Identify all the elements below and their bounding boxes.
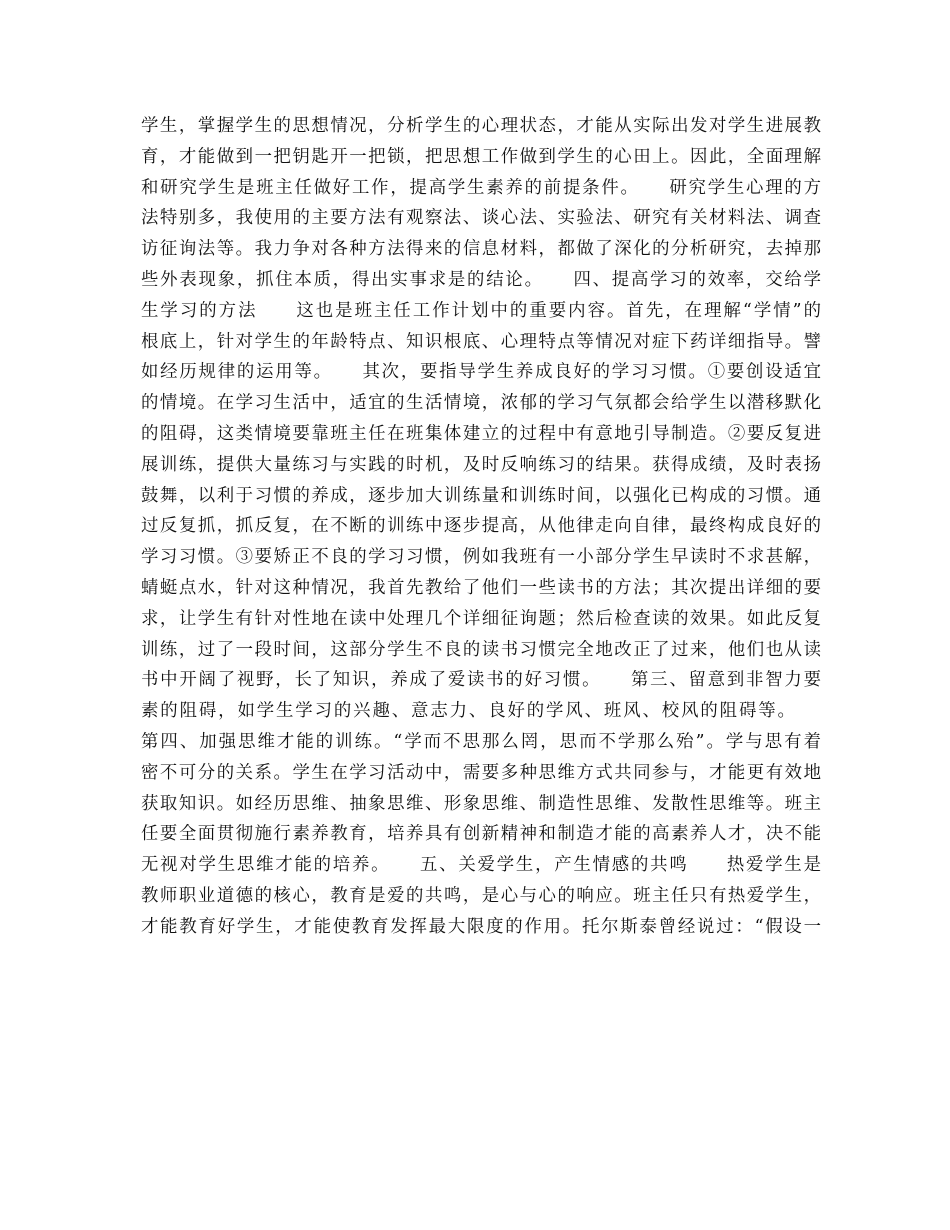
- text-line: 和研究学生是班主任做好工作，提高学生素养的前提条件。 研究学生心理的方: [141, 177, 821, 198]
- body-text: [141, 111, 821, 943]
- text-line: 蜻蜓点水，针对这种情况，我首先教给了他们一些读书的方法；其次提出详细的要: [141, 577, 821, 598]
- text-line: 的情境。在学习生活中，适宜的生活情境，浓郁的学习气氛都会给学生以潜移默化: [141, 393, 821, 414]
- text-line: 获取知识。如经历思维、抽象思维、形象思维、制造性思维、发散性思维等。班主: [141, 793, 821, 814]
- text-line: 展训练，提供大量练习与实践的时机，及时反响练习的结果。获得成绩，及时表扬: [141, 454, 821, 475]
- text-line: 教师职业道德的核心，教育是爱的共鸣，是心与心的响应。班主任只有热爱学生，: [141, 885, 821, 906]
- text-line: 素的阻碍，如学生学习的兴趣、意志力、良好的学风、班风、校风的阻碍等。: [141, 701, 821, 722]
- text-line: 生学习的方法 这也是班主任工作计划中的重要内容。首先，在理解“学情”的: [141, 300, 821, 321]
- text-line: 训练，过了一段时间，这部分学生不良的读书习惯完全地改正了过来，他们也从读: [141, 639, 821, 660]
- text-line: 第四、加强思维才能的训练。“学而不思那么罔，思而不学那么殆”。学与思有着: [141, 731, 821, 752]
- text-line: 学生，掌握学生的思想情况，分析学生的心理状态，才能从实际出发对学生进展教: [141, 116, 821, 136]
- text-line: 的阻碍，这类情境要靠班主任在班集体建立的过程中有意地引导制造。②要反复进: [141, 423, 821, 444]
- text-line: 根底上，针对学生的年龄特点、知识根底、心理特点等情况对症下药详细指导。譬: [141, 331, 821, 352]
- text-line: 求，让学生有针对性地在读中处理几个详细征询题；然后检查读的效果。如此反复: [141, 608, 821, 629]
- text-line: 些外表现象，抓住本质，得出实事求是的结论。 四、提高学习的效率，交给学: [141, 269, 821, 290]
- text-line: 书中开阔了视野，长了知识，养成了爱读书的好习惯。 第三、留意到非智力要: [141, 670, 821, 691]
- text-line: 过反复抓，抓反复，在不断的训练中逐步提高，从他律走向自律，最终构成良好的: [141, 516, 821, 537]
- text-line: 任要全面贯彻施行素养教育，培养具有创新精神和制造才能的高素养人才，决不能: [141, 824, 821, 845]
- text-line: 访征询法等。我力争对各种方法得来的信息材料，都做了深化的分析研究，去掉那: [141, 239, 821, 260]
- text-line: 育，才能做到一把钥匙开一把锁，把思想工作做到学生的心田上。因此，全面理解: [141, 146, 821, 167]
- text-line: 如经历规律的运用等。 其次，要指导学生养成良好的学习习惯。①要创设适宜: [141, 362, 821, 383]
- text-line: 无视对学生思维才能的培养。 五、关爱学生，产生情感的共鸣 热爱学生是: [141, 855, 821, 876]
- text-line: 学习习惯。③要矫正不良的学习习惯，例如我班有一小部分学生早读时不求甚解，: [141, 547, 821, 568]
- text-line: 才能教育好学生，才能使教育发挥最大限度的作用。托尔斯泰曾经说过：“假设一: [141, 916, 821, 937]
- text-line: 鼓舞，以利于习惯的养成，逐步加大训练量和训练时间，以强化已构成的习惯。通: [141, 485, 821, 506]
- text-line: 法特别多，我使用的主要方法有观察法、谈心法、实验法、研究有关材料法、调查: [141, 208, 821, 229]
- text-line: 密不可分的关系。学生在学习活动中，需要多种思维方式共同参与，才能更有效地: [141, 762, 821, 783]
